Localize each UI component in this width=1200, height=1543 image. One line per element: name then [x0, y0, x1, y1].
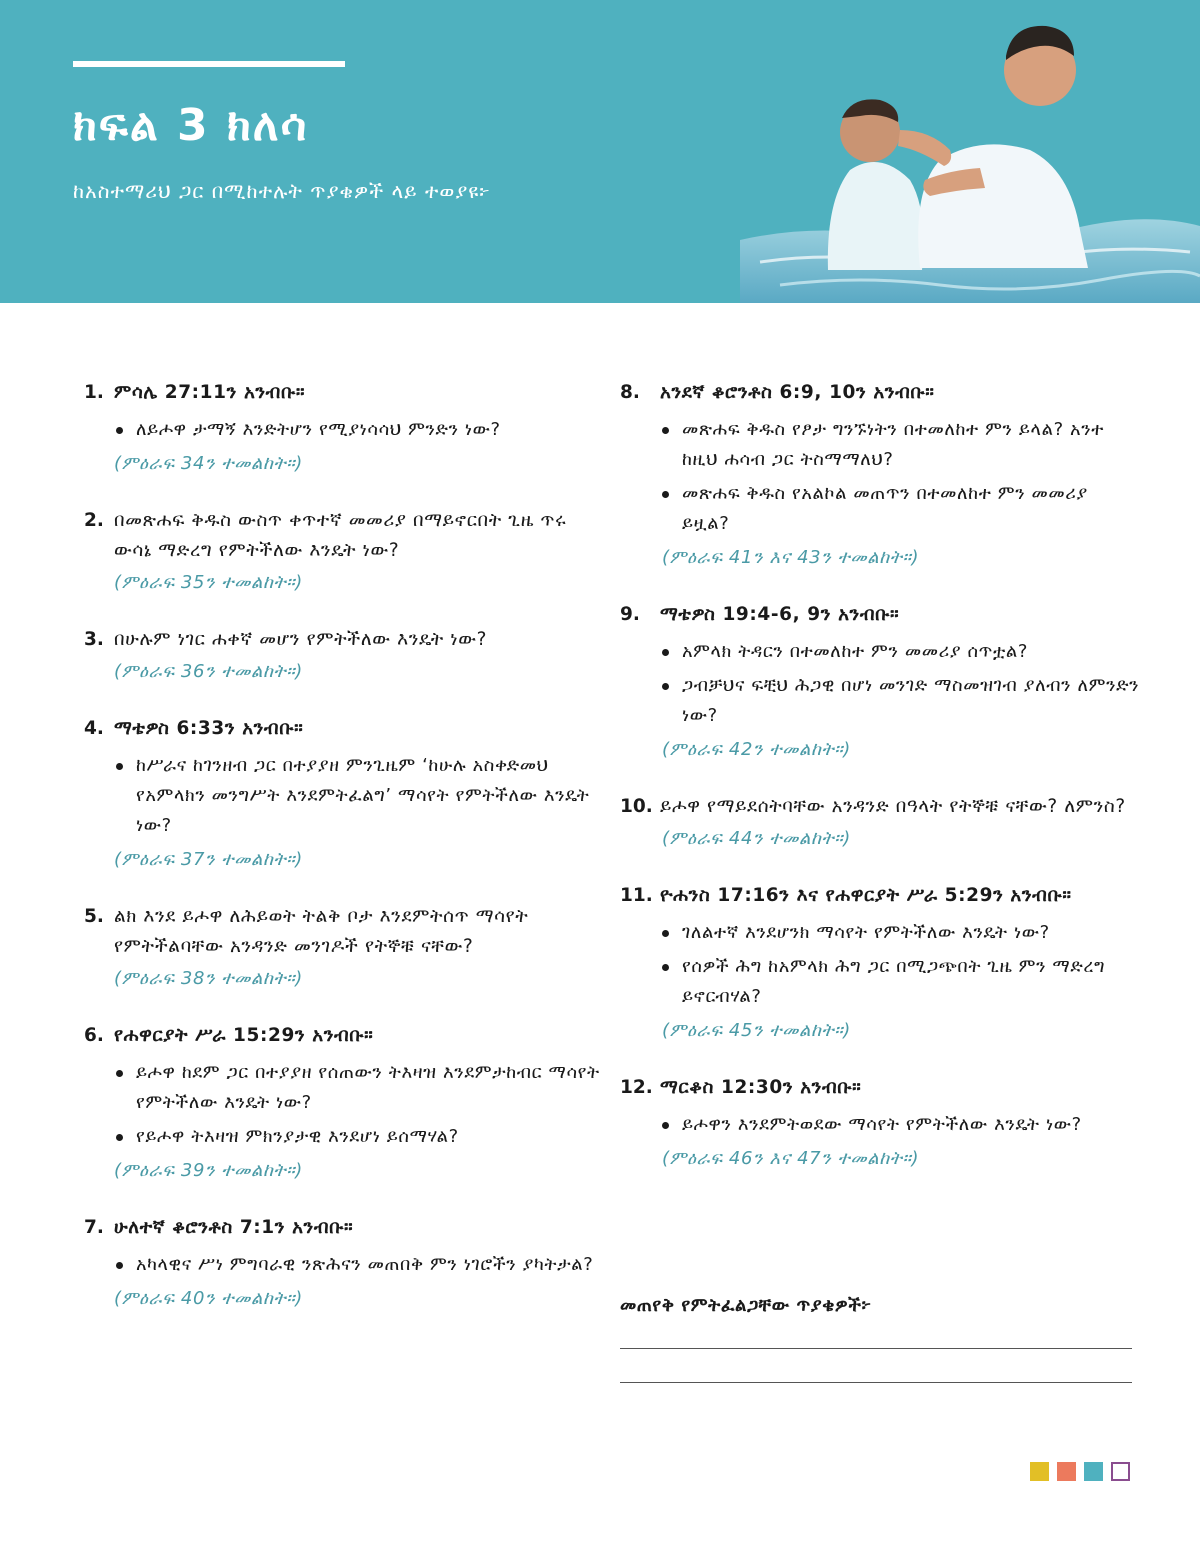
question-1	[84, 378, 604, 479]
writing-line[interactable]	[620, 1348, 1132, 1349]
question-number: 10.	[620, 796, 653, 817]
question-number: 1.	[84, 382, 104, 403]
question-text: አንደኛ ቆሮንቶስ 6:9, 10ን አንብቡ።	[660, 382, 935, 403]
chapter-reference: (ምዕራፍ 39ን ተመልከት።)	[114, 1160, 303, 1181]
question-number: 2.	[84, 510, 104, 531]
question-2	[84, 506, 604, 598]
question-text: ሁለተኛ ቆሮንቶስ 7:1ን አንብቡ።	[114, 1217, 354, 1238]
bullet-item: መጽሐፍ ቅዱስ የፆታ ግንኙነትን በተመለከተ ምን ይላል? አንተ ከዚህ ሐሳብ ጋር ትስማማለህ?	[662, 415, 1140, 475]
question-number: 6.	[84, 1025, 104, 1046]
chapter-reference: (ምዕራፍ 40ን ተመልከት።)	[114, 1288, 303, 1309]
bullet-item: የሰዎች ሕግ ከአምላክ ሕግ ጋር በሚጋጭበት ጊዜ ምን ማድረግ ይኖርብሃል?	[662, 952, 1140, 1012]
chapter-reference: (ምዕራፍ 41ን እና 43ን ተመልከት።)	[662, 547, 920, 568]
question-text: የሐዋርያት ሥራ 15:29ን አንብቡ።	[114, 1025, 374, 1046]
header-rule	[73, 61, 345, 67]
bullet-item: ከሥራና ከገንዘብ ጋር በተያያዘ ምንጊዜም ‘ከሁሉ አስቀድመህ የአምላክን መንግሥት እንደምትፈልግ’ ማሳየት የምትችለው እንዴት ነው?	[116, 751, 604, 841]
bullet-item: ይሖዋ ከደም ጋር በተያያዘ የሰጠውን ትእዛዝ እንደምታከብር ማሳየት የምትችለው እንዴት ነው?	[116, 1058, 604, 1118]
question-text: በመጽሐፍ ቅዱስ ውስጥ ቀጥተኛ መመሪያ በማይኖርበት ጊዜ ጥሩ ውሳኔ ማድረግ የምትችለው እንዴት ነው?	[114, 510, 567, 561]
question-number: 8.	[620, 382, 640, 403]
page-title: ክፍል 3 ክለሳ	[73, 100, 309, 151]
question-9	[620, 600, 1140, 765]
bullet-item: መጽሐፍ ቅዱስ የአልኮል መጠጥን በተመለከተ ምን መመሪያ ይዟል?	[662, 479, 1140, 539]
chapter-reference: (ምዕራፍ 36ን ተመልከት።)	[114, 661, 303, 682]
questions-right-column	[620, 378, 1140, 1201]
question-text: ልክ እንደ ይሖዋ ለሕይወት ትልቅ ቦታ እንደምትሰጥ ማሳየት የምትችልባቸው አንዳንድ መንገዶች የትኞቹ ናቸው?	[114, 906, 529, 957]
header-banner	[0, 0, 1200, 303]
chapter-reference: (ምዕራፍ 37ን ተመልከት።)	[114, 849, 303, 870]
purple-outline-square-icon	[1111, 1462, 1130, 1481]
question-7	[84, 1213, 604, 1314]
chapter-reference: (ምዕራፍ 42ን ተመልከት።)	[662, 739, 851, 760]
question-number: 5.	[84, 906, 104, 927]
question-10	[620, 792, 1140, 854]
question-number: 3.	[84, 629, 104, 650]
baptism-illustration	[740, 0, 1200, 303]
chapter-reference: (ምዕራፍ 38ን ተመልከት።)	[114, 968, 303, 989]
question-number: 9.	[620, 604, 640, 625]
page-subtitle: ከአስተማሪህ ጋር በሚከተሉት ጥያቄዎች ላይ ተወያዩ፦	[73, 179, 491, 203]
chapter-reference: (ምዕራፍ 44ን ተመልከት።)	[662, 828, 851, 849]
bullet-item: ገለልተኛ እንደሆንክ ማሳየት የምትችለው እንዴት ነው?	[662, 918, 1140, 948]
question-number: 7.	[84, 1217, 104, 1238]
bullet-item: አካላዊና ሥነ ምግባራዊ ንጽሕናን መጠበቅ ምን ነገሮችን ያካትታል?	[116, 1250, 604, 1280]
chapter-reference: (ምዕራፍ 46ን እና 47ን ተመልከት።)	[662, 1148, 920, 1169]
coral-square-icon	[1057, 1462, 1076, 1481]
question-text: ምሳሌ 27:11ን አንብቡ።	[114, 382, 306, 403]
bullet-item: ይሖዋን እንደምትወደው ማሳየት የምትችለው እንዴት ነው?	[662, 1110, 1140, 1140]
bullet-item: ጋብቻህና ፍቺህ ሕጋዊ በሆነ መንገድ ማስመዝገብ ያለብን ለምንድን ነው?	[662, 671, 1140, 731]
bullet-item: ለይሖዋ ታማኝ እንድትሆን የሚያነሳሳህ ምንድን ነው?	[116, 415, 604, 445]
question-5	[84, 902, 604, 994]
bullet-item: አምላክ ትዳርን በተመለከተ ምን መመሪያ ሰጥቷል?	[662, 637, 1140, 667]
question-6	[84, 1021, 604, 1186]
question-text: ይሖዋ የማይደሰትባቸው አንዳንድ በዓላት የትኞቹ ናቸው? ለምንስ?	[660, 796, 1126, 817]
questions-left-column	[84, 378, 604, 1341]
questions-to-ask-heading: መጠየቅ የምትፈልጋቸው ጥያቄዎች፦	[620, 1295, 872, 1316]
question-text: ዮሐንስ 17:16ን እና የሐዋርያት ሥራ 5:29ን አንብቡ።	[660, 885, 1072, 906]
bullet-item: የይሖዋ ትእዛዝ ምክንያታዊ እንደሆነ ይሰማሃል?	[116, 1122, 604, 1152]
writing-line[interactable]	[620, 1382, 1132, 1383]
question-text: ማቴዎስ 6:33ን አንብቡ።	[114, 718, 304, 739]
question-8	[620, 378, 1140, 573]
question-3	[84, 625, 604, 687]
question-12	[620, 1073, 1140, 1174]
teal-square-icon	[1084, 1462, 1103, 1481]
question-number: 4.	[84, 718, 104, 739]
question-number: 11.	[620, 885, 653, 906]
chapter-reference: (ምዕራፍ 45ን ተመልከት።)	[662, 1020, 851, 1041]
question-number: 12.	[620, 1077, 653, 1098]
chapter-reference: (ምዕራፍ 35ን ተመልከት።)	[114, 572, 303, 593]
question-11	[620, 881, 1140, 1046]
question-text: በሁሉም ነገር ሐቀኛ መሆን የምትችለው እንዴት ነው?	[114, 629, 488, 650]
question-text: ማቴዎስ 19:4-6, 9ን አንብቡ።	[660, 604, 900, 625]
question-text: ማርቆስ 12:30ን አንብቡ።	[660, 1077, 862, 1098]
chapter-reference: (ምዕራፍ 34ን ተመልከት።)	[114, 453, 303, 474]
yellow-square-icon	[1030, 1462, 1049, 1481]
question-4	[84, 714, 604, 875]
